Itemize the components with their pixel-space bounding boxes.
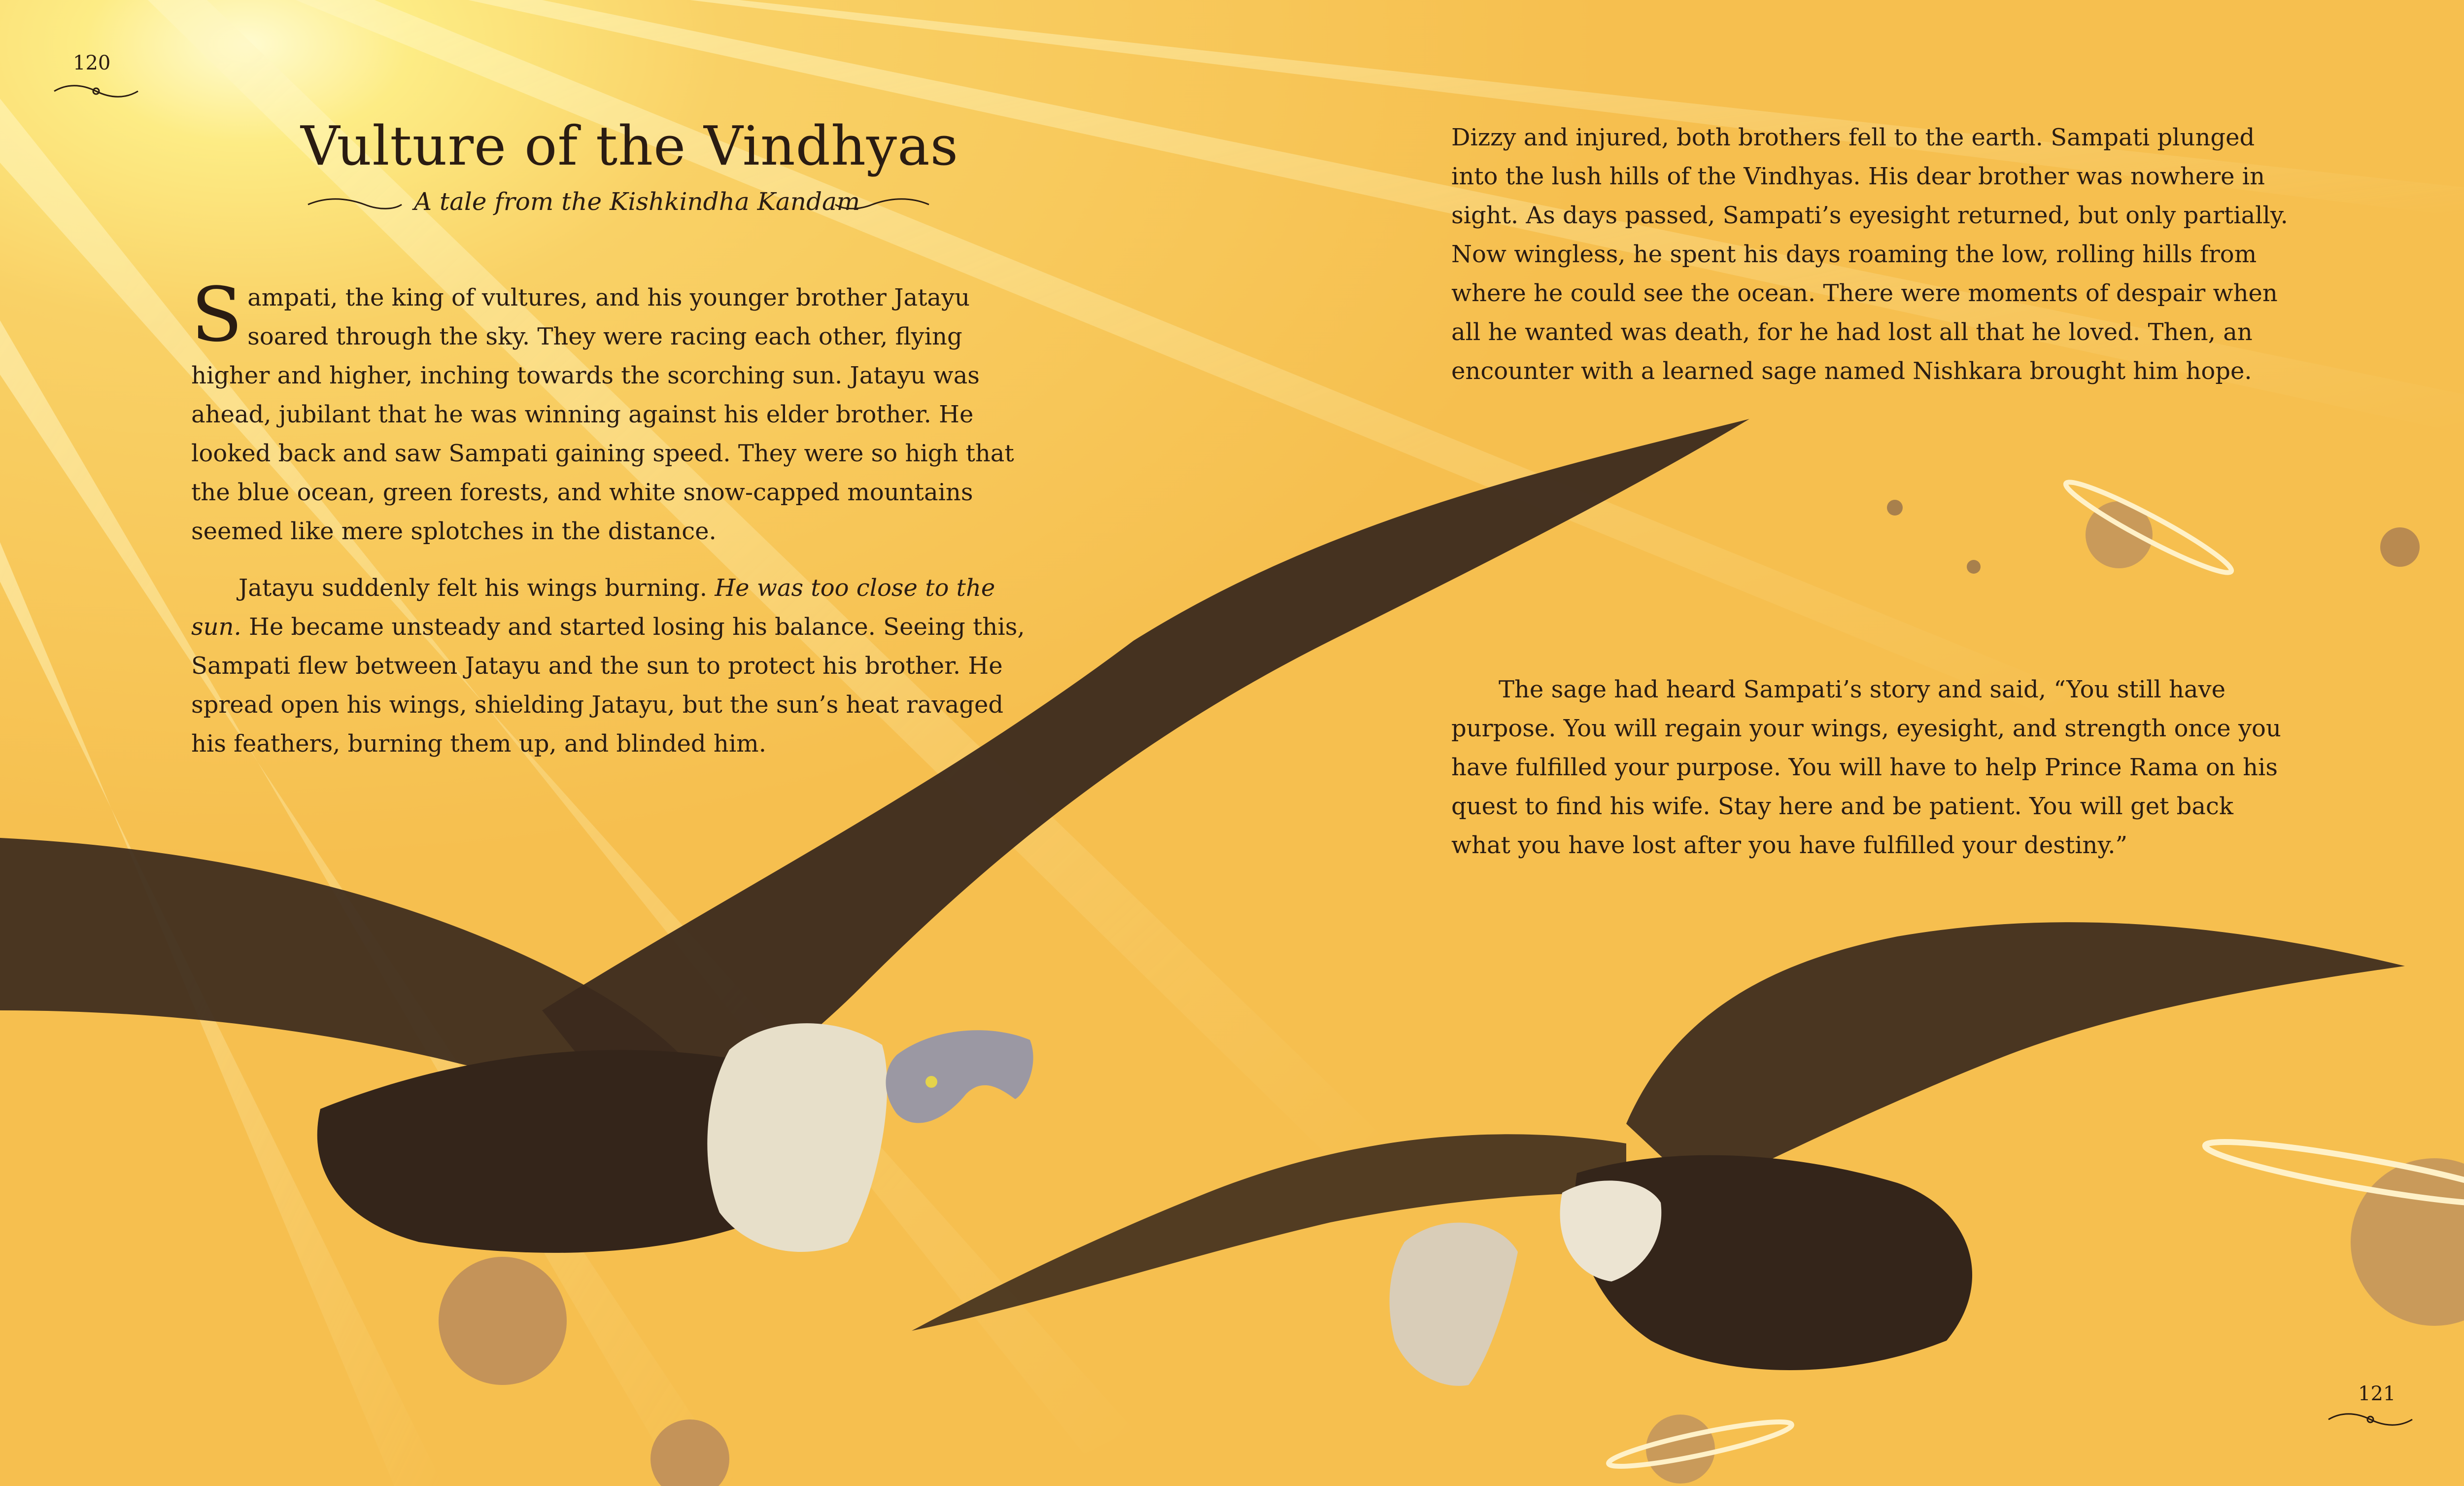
flourish-icon	[306, 195, 404, 214]
paragraph-text: Jatayu suddenly felt his wings burning.	[239, 574, 715, 602]
right-column-text-top	[1451, 118, 2289, 391]
paragraph-text: He became unsteady and started losing his balance. Seeing this, Sampati flew between Jatayu and the sun to protect his brother. He spread open his wings, shielding Jatayu, but the sun’s heat ravaged his feathers, burning them up, and blinded him.	[191, 613, 1025, 758]
paragraph: The sage had heard Sampati’s story and said, “You still have purpose. You will regain your wings, eyesight, and strength once you have fulfilled your purpose. You will have to help Prince Rama on his quest to find his wife. Stay here and be patient. You will get back what you have lost after you have fulfilled your destiny.”	[1451, 676, 2281, 859]
subtitle-block	[306, 187, 946, 222]
page-subtitle: A tale from the Kishkindha Kandam	[414, 187, 860, 216]
left-column-text	[191, 271, 1039, 763]
paragraph	[191, 569, 1039, 763]
paragraph	[191, 271, 1039, 551]
page-number-left: 120	[73, 52, 111, 74]
flourish-icon	[833, 195, 931, 214]
page-title: Vulture of the Vindhyas	[301, 114, 959, 177]
page-number-right: 121	[2358, 1382, 2396, 1405]
flourish-icon	[2326, 1410, 2415, 1429]
paragraph: Dizzy and injured, both brothers fell to the earth. Sampati plunged into the lush hills of the Vindhyas. His dear brother was nowhere in sight. As days passed, Sampati’s eyesight returned, but only partially. Now wingless, he spent his days roaming the low, rolling hills from where he could see the ocean. There were moments of despair when all he wanted was death, for he had lost all that he loved. Then, an encounter with a learned sage named Nishkara brought him hope.	[1451, 124, 2288, 385]
drop-cap: S	[191, 271, 243, 358]
right-column-text-bottom	[1451, 670, 2289, 865]
flourish-icon	[52, 81, 140, 101]
paragraph-text: ampati, the king of vultures, and his younger brother Jatayu soared through the sky. They were racing each other, flying higher and higher, inching towards the scorching sun. Jatayu was ahead, jubilant that he was winning against his elder brother. He looked back and saw Sampati gaining speed. They were so high that the blue ocean, green forests, and white snow-capped mountains seemed like mere splotches in the distance.	[191, 284, 1014, 545]
paragraph-italic-text: He was too close to the sun.	[191, 574, 995, 641]
